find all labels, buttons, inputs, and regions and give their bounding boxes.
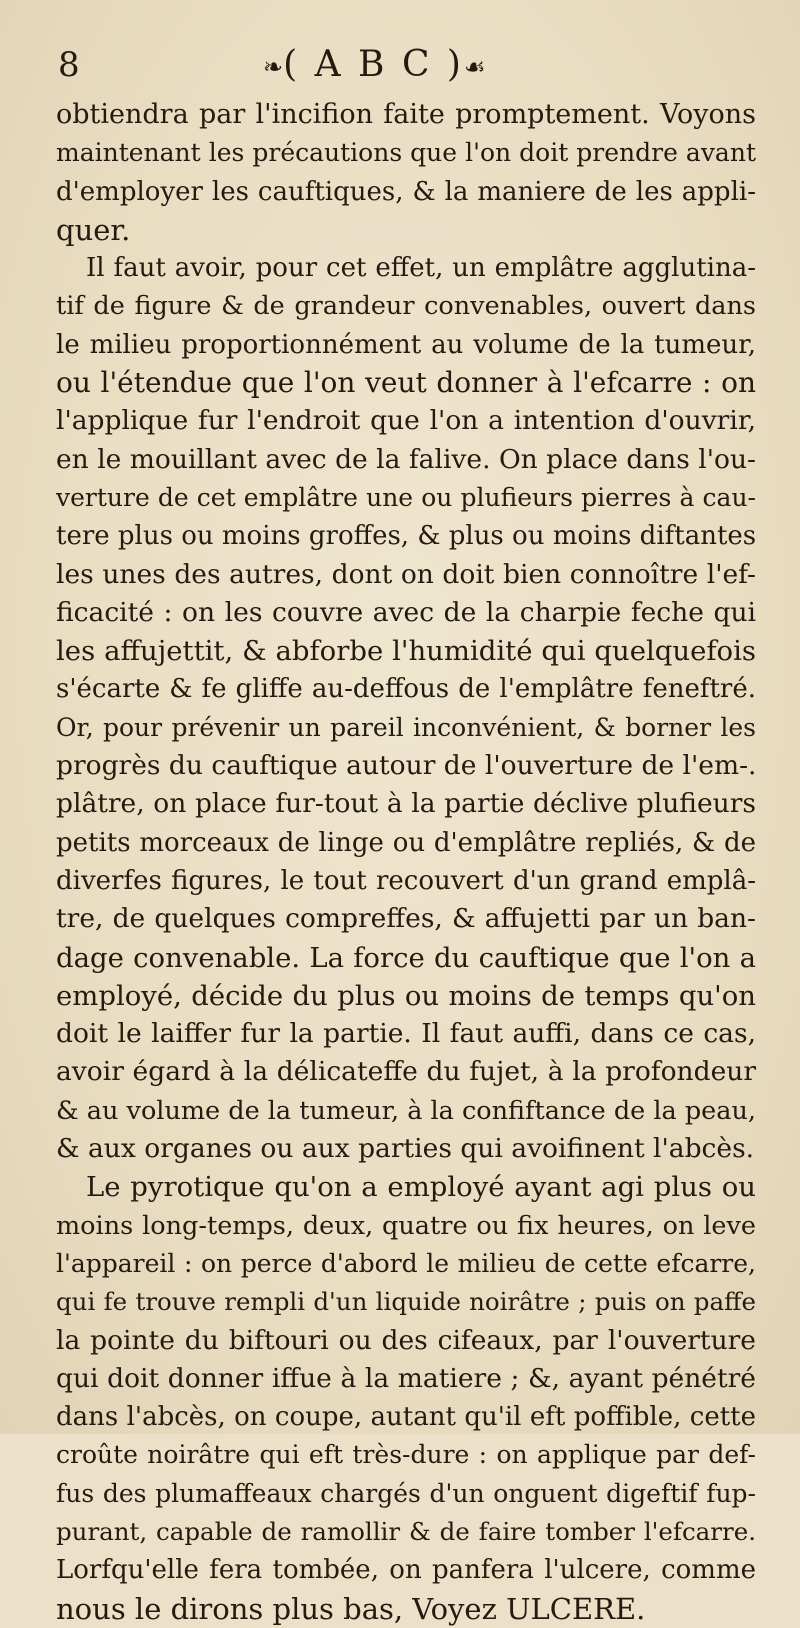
paragraph-start-line: Le pyrotique qu'on a employé ayant agi plus ou [86,1171,756,1204]
paragraph-start-line: Il faut avoir, pour cet effet, un emplâtre agglutina- [86,253,756,284]
text-line: les unes des autres, dont on doit bien connoître l'ef- [56,558,756,590]
text-line: qui fe trouve rempli d'un liquide noirâtre ; puis on paffe [56,1287,756,1317]
text-line: la pointe du biftouri ou des cifeaux, par l'ouverture [56,1324,756,1356]
text-line: maintenant les précautions que l'on doit prendre avant [56,138,756,168]
page-header [58,40,758,90]
text-line: & au volume de la tumeur, à la confiftance de la peau, [56,1095,756,1126]
text-line: progrès du cauftique autour de l'ouverture de l'em-. [56,750,757,782]
text-line: plâtre, on place fur-tout à la partie déclive plufieurs [56,788,756,820]
text-line: nous le dirons plus bas, Voyez ULCERE. [56,1591,646,1626]
text-line: verture de cet emplâtre une ou plufieurs pierres à cau- [56,482,756,512]
text-line: s'écarte & fe gliffe au-deffous de l'emplâtre feneftré. [56,674,756,705]
text-line: moins long-temps, deux, quatre ou fix heures, on leve [56,1210,756,1241]
text-line: employé, décide du plus ou moins de temps qu'on [56,979,756,1012]
text-line: le milieu proportionnément au volume de la tumeur, [56,329,756,360]
text-line: obtiendra par l'incifion faite promptement. Voyons [56,99,756,130]
text-line: fus des plumaffeaux chargés d'un onguent digeftif fup- [56,1478,756,1508]
text-line: qui doit donner iffue à la matiere ; &, ayant pénétré [56,1362,756,1394]
text-line: dage convenable. La force du cauftique que l'on a [56,941,756,974]
text-line: dans l'abcès, on coupe, autant qu'il eft poffible, cette [56,1402,756,1433]
fleuron-left-icon: ❧ [263,53,284,81]
text-line: avoir égard à la délicateffe du fujet, à la profondeur [56,1056,756,1088]
text-line: Lorfqu'elle fera tombée, on panfera l'ulcere, comme [56,1555,756,1586]
text-line: croûte noirâtre qui eft très-dure : on applique par def- [56,1440,756,1470]
running-head-title: ( A B C ) [283,44,464,85]
text-line: ou l'étendue que l'on veut donner à l'efcarre : on [56,366,756,400]
text-line: ficacité : on les couvre avec de la charpie feche qui [56,596,756,628]
text-line: doit le laiffer fur la partie. Il faut auffi, dans ce cas, [56,1018,756,1050]
running-head [263,40,486,92]
body-text [56,96,756,1628]
text-line: en le mouillant avec de la falive. On place dans l'ou- [56,443,756,475]
text-line: purant, capable de ramollir & de faire tomber l'efcarre. [56,1516,756,1546]
text-line: Or, pour prévenir un pareil inconvénient, & borner les [56,712,756,742]
text-line: tere plus ou moins groffes, & plus ou moins diftantes [56,521,757,552]
fleuron-right-icon: ☙ [463,53,486,81]
text-line: l'applique fur l'endroit que l'on a intention d'ouvrir, [56,405,756,437]
text-line: diverfes figures, le tout recouvert d'un grand emplâ- [56,865,756,896]
text-line: les affujettit, & abforbe l'humidité qui quelquefois [56,635,756,668]
text-line: tre, de quelques compreffes, & affujetti par un ban- [56,903,756,935]
text-line: d'employer les cauftiques, & la maniere de les appli- [56,176,756,207]
text-line: & aux organes ou aux parties qui avoifinent l'abcès. [56,1133,755,1165]
text-line: quer. [56,212,131,247]
text-line: tif de figure & de grandeur convenables, ouvert dans [56,291,756,322]
text-line: petits morceaux de linge ou d'emplâtre repliés, & de [56,827,756,858]
page-number: 8 [58,45,80,85]
text-line: l'appareil : on perce d'abord le milieu de cette efcarre, [56,1248,756,1278]
